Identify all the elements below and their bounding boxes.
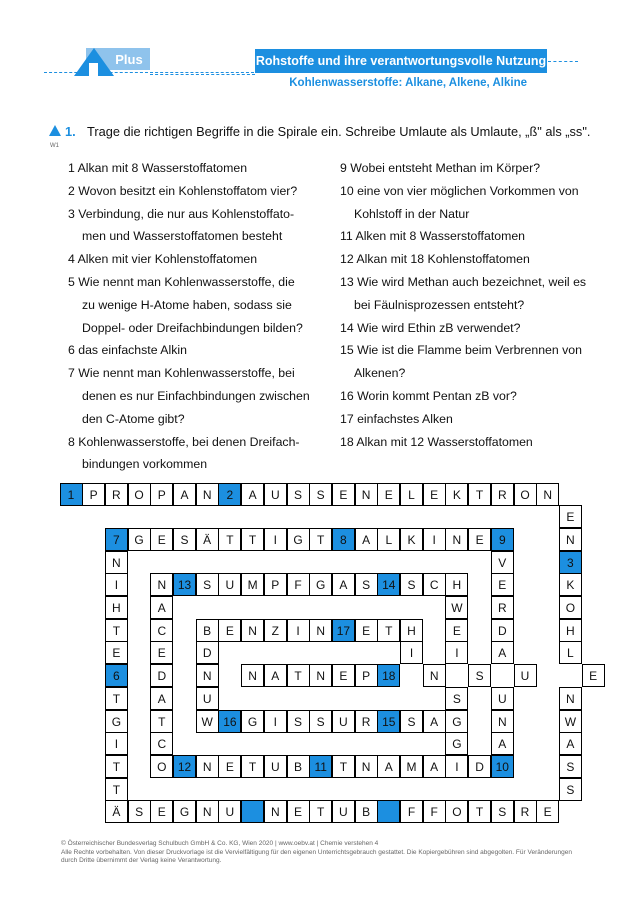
- letter-cell[interactable]: U: [264, 755, 287, 778]
- letter-cell[interactable]: G: [128, 528, 151, 551]
- letter-cell[interactable]: B: [287, 755, 310, 778]
- level-triangle-icon: [49, 125, 61, 136]
- letter-cell[interactable]: S: [128, 800, 151, 823]
- letter-cell[interactable]: S: [468, 664, 491, 687]
- letter-cell[interactable]: N: [559, 687, 582, 710]
- letter-cell[interactable]: N: [445, 528, 468, 551]
- task-instruction: Trage die richtigen Begriffe in die Spirale ein. Schreibe Umlaute als Umlaute, „ß" als „ss".: [87, 124, 591, 139]
- letter-cell[interactable]: T: [105, 619, 128, 642]
- letter-cell[interactable]: L: [559, 641, 582, 664]
- letter-cell[interactable]: T: [309, 528, 332, 551]
- letter-cell[interactable]: B: [355, 800, 378, 823]
- letter-cell[interactable]: I: [445, 755, 468, 778]
- letter-cell[interactable]: E: [287, 800, 310, 823]
- letter-cell[interactable]: S: [559, 755, 582, 778]
- clue-line: 9 Wobei entsteht Methan im Körper?: [340, 161, 541, 175]
- letter-cell[interactable]: S: [400, 573, 423, 596]
- clue-line: bindungen vorkommen: [82, 457, 208, 472]
- letter-cell[interactable]: W: [445, 596, 468, 619]
- footer-line-3: durch Dritte übernimmt der Verlag keine Verantwortung.: [61, 857, 222, 865]
- numbered-cell[interactable]: 14: [377, 573, 400, 596]
- letter-cell[interactable]: S: [309, 710, 332, 733]
- numbered-cell[interactable]: 6: [105, 664, 128, 687]
- letter-cell[interactable]: S: [309, 483, 332, 506]
- numbered-cell[interactable]: [241, 800, 264, 823]
- letter-cell[interactable]: T: [468, 483, 491, 506]
- letter-cell[interactable]: U: [218, 573, 241, 596]
- letter-cell[interactable]: M: [241, 573, 264, 596]
- letter-cell[interactable]: A: [559, 732, 582, 755]
- clue-line: 15 Wie ist die Flamme beim Verbrennen von: [340, 343, 582, 358]
- letter-cell[interactable]: R: [105, 483, 128, 506]
- clue-line: den C-Atome gibt?: [82, 411, 185, 426]
- letter-cell[interactable]: C: [150, 732, 173, 755]
- letter-cell[interactable]: N: [150, 573, 173, 596]
- letter-cell[interactable]: A: [355, 528, 378, 551]
- numbered-cell[interactable]: 13: [173, 573, 196, 596]
- letter-cell[interactable]: D: [150, 664, 173, 687]
- letter-cell[interactable]: N: [423, 664, 446, 687]
- letter-cell[interactable]: A: [264, 664, 287, 687]
- clue-line: Alkenen?: [354, 366, 406, 381]
- letter-cell[interactable]: G: [445, 710, 468, 733]
- letter-cell[interactable]: A: [423, 710, 446, 733]
- clue-line: bei Fäulnisprozessen entsteht?: [354, 297, 525, 312]
- letter-cell[interactable]: R: [514, 800, 537, 823]
- letter-cell[interactable]: N: [196, 800, 219, 823]
- letter-cell[interactable]: L: [400, 483, 423, 506]
- numbered-cell[interactable]: 16: [218, 710, 241, 733]
- letter-cell[interactable]: Z: [264, 619, 287, 642]
- footer-copyright: [61, 840, 581, 866]
- letter-cell[interactable]: G: [173, 800, 196, 823]
- letter-cell[interactable]: G: [309, 573, 332, 596]
- letter-cell[interactable]: N: [196, 755, 219, 778]
- letter-cell[interactable]: E: [491, 573, 514, 596]
- letter-cell[interactable]: N: [241, 664, 264, 687]
- letter-cell[interactable]: O: [445, 800, 468, 823]
- letter-cell[interactable]: T: [105, 687, 128, 710]
- letter-cell[interactable]: E: [218, 619, 241, 642]
- clue-line: 7 Wie nennt man Kohlenwasserstoffe, bei: [68, 366, 295, 381]
- numbered-cell[interactable]: 18: [377, 664, 400, 687]
- letter-cell[interactable]: S: [445, 687, 468, 710]
- letter-cell[interactable]: H: [400, 619, 423, 642]
- letter-cell[interactable]: G: [287, 528, 310, 551]
- letter-cell[interactable]: T: [287, 664, 310, 687]
- letter-cell[interactable]: A: [150, 687, 173, 710]
- clues-left-column: [68, 157, 310, 476]
- numbered-cell[interactable]: 7: [105, 528, 128, 551]
- clue-line: denen es nur Einfachbindungen zwischen: [82, 388, 310, 403]
- letter-cell[interactable]: E: [332, 483, 355, 506]
- clue-line: men und Wasserstoffatomen besteht: [82, 229, 283, 244]
- footer-line-2: Alle Rechte vorbehalten. Von dieser Druckvorlage ist die Vervielfältigung für den eigenen Unterrichtsgebrauch gestattet. Die Kopiergebühren sind abgegolten. Für Veränderungen: [61, 848, 572, 856]
- letter-cell[interactable]: N: [491, 710, 514, 733]
- letter-cell[interactable]: T: [241, 755, 264, 778]
- numbered-cell[interactable]: 12: [173, 755, 196, 778]
- numbered-cell[interactable]: 2: [218, 483, 241, 506]
- numbered-cell[interactable]: 17: [332, 619, 355, 642]
- letter-cell[interactable]: G: [105, 710, 128, 733]
- letter-cell[interactable]: A: [241, 483, 264, 506]
- letter-cell[interactable]: Ä: [105, 800, 128, 823]
- letter-cell[interactable]: L: [377, 528, 400, 551]
- letter-cell[interactable]: U: [491, 687, 514, 710]
- letter-cell[interactable]: U: [332, 800, 355, 823]
- letter-cell[interactable]: A: [150, 596, 173, 619]
- letter-cell[interactable]: T: [241, 528, 264, 551]
- letter-cell[interactable]: V: [491, 551, 514, 574]
- letter-cell[interactable]: A: [491, 732, 514, 755]
- letter-cell[interactable]: E: [377, 483, 400, 506]
- letter-cell[interactable]: A: [173, 483, 196, 506]
- letter-cell[interactable]: E: [332, 664, 355, 687]
- letter-cell[interactable]: I: [105, 732, 128, 755]
- letter-cell[interactable]: N: [355, 483, 378, 506]
- letter-cell[interactable]: H: [105, 596, 128, 619]
- letter-cell[interactable]: F: [400, 800, 423, 823]
- letter-cell[interactable]: D: [491, 619, 514, 642]
- letter-cell[interactable]: Ä: [196, 528, 219, 551]
- letter-cell[interactable]: O: [128, 483, 151, 506]
- clue-line: 11 Alken mit 8 Wasserstoffatomen: [340, 229, 525, 244]
- task-heading: [49, 124, 590, 139]
- clue-line: 12 Alkan mit 18 Kohlenstoffatomen: [340, 252, 530, 267]
- letter-cell[interactable]: T: [218, 528, 241, 551]
- clue-line: 13 Wie wird Methan auch bezeichnet, weil es: [340, 274, 587, 289]
- footer-line-1: © Österreichischer Bundesverlag Schulbuch GmbH & Co. KG, Wien 2020 | www.oebv.at | Chemie verstehen 4: [61, 840, 379, 847]
- letter-cell[interactable]: P: [355, 664, 378, 687]
- letter-cell[interactable]: G: [241, 710, 264, 733]
- page-subtitle: Kohlenwasserstoffe: Alkane, Alkene, Alkine: [289, 77, 527, 89]
- letter-cell[interactable]: I: [287, 619, 310, 642]
- letter-cell[interactable]: A: [423, 755, 446, 778]
- letter-cell[interactable]: I: [105, 573, 128, 596]
- letter-cell[interactable]: N: [309, 664, 332, 687]
- clues-right-column: [340, 157, 586, 453]
- letter-cell[interactable]: C: [423, 573, 446, 596]
- letter-cell[interactable]: U: [264, 483, 287, 506]
- clue-line: 3 Verbindung, die nur aus Kohlenstoffato-: [68, 206, 295, 221]
- letter-cell[interactable]: N: [196, 664, 219, 687]
- letter-cell[interactable]: E: [150, 641, 173, 664]
- letter-cell[interactable]: N: [309, 619, 332, 642]
- letter-cell[interactable]: A: [377, 755, 400, 778]
- letter-cell[interactable]: E: [468, 528, 491, 551]
- letter-cell[interactable]: I: [264, 710, 287, 733]
- letter-cell[interactable]: U: [514, 664, 537, 687]
- numbered-cell[interactable]: 11: [309, 755, 332, 778]
- numbered-cell[interactable]: 10: [491, 755, 514, 778]
- letter-cell[interactable]: T: [150, 710, 173, 733]
- letter-cell[interactable]: O: [559, 596, 582, 619]
- letter-cell[interactable]: T: [105, 778, 128, 801]
- numbered-cell[interactable]: [377, 800, 400, 823]
- letter-cell[interactable]: E: [423, 483, 446, 506]
- numbered-cell[interactable]: 8: [332, 528, 355, 551]
- letter-cell[interactable]: H: [445, 573, 468, 596]
- letter-cell[interactable]: U: [218, 800, 241, 823]
- letter-cell[interactable]: I: [264, 528, 287, 551]
- letter-cell[interactable]: E: [445, 619, 468, 642]
- clue-line: Doppel- oder Dreifachbindungen bilden?: [82, 320, 303, 335]
- letter-cell[interactable]: N: [105, 551, 128, 574]
- letter-cell[interactable]: S: [173, 528, 196, 551]
- clue-line: 5 Wie nennt man Kohlenwasserstoffe, die: [68, 274, 295, 289]
- letter-cell[interactable]: P: [264, 573, 287, 596]
- clue-line: Kohlstoff in der Natur: [354, 206, 470, 221]
- plus-logo: [72, 46, 152, 78]
- letter-cell[interactable]: S: [287, 483, 310, 506]
- letter-cell[interactable]: S: [355, 573, 378, 596]
- letter-cell[interactable]: B: [196, 619, 219, 642]
- letter-cell[interactable]: D: [468, 755, 491, 778]
- letter-cell[interactable]: E: [536, 800, 559, 823]
- clue-line: zu wenige H-Atome haben, sodass sie: [82, 297, 292, 312]
- letter-cell[interactable]: O: [150, 755, 173, 778]
- letter-cell[interactable]: S: [196, 573, 219, 596]
- letter-cell[interactable]: N: [536, 483, 559, 506]
- header-dash-under: [150, 74, 255, 75]
- clue-line: 6 das einfachste Alkin: [68, 343, 187, 358]
- numbered-cell[interactable]: 3: [559, 551, 582, 574]
- letter-cell[interactable]: E: [150, 800, 173, 823]
- clue-line: 14 Wie wird Ethin zB verwendet?: [340, 320, 521, 335]
- letter-cell[interactable]: E: [355, 619, 378, 642]
- letter-cell[interactable]: H: [559, 619, 582, 642]
- clue-line: 1 Alkan mit 8 Wasserstoffatomen: [68, 161, 248, 175]
- letter-cell[interactable]: O: [514, 483, 537, 506]
- letter-cell[interactable]: K: [559, 573, 582, 596]
- letter-cell[interactable]: M: [400, 755, 423, 778]
- letter-cell[interactable]: G: [445, 732, 468, 755]
- numbered-cell[interactable]: 1: [60, 483, 83, 506]
- page-banner-title: Rohstoffe und ihre verantwortungsvolle Nutzung: [255, 49, 547, 73]
- letter-cell[interactable]: E: [150, 528, 173, 551]
- letter-cell[interactable]: N: [559, 528, 582, 551]
- clue-line: 4 Alken mit vier Kohlenstoffatomen: [68, 252, 258, 267]
- letter-cell[interactable]: T: [105, 755, 128, 778]
- letter-cell[interactable]: P: [82, 483, 105, 506]
- letter-cell[interactable]: F: [287, 573, 310, 596]
- letter-cell[interactable]: S: [559, 778, 582, 801]
- letter-cell[interactable]: N: [241, 619, 264, 642]
- letter-cell[interactable]: E: [559, 505, 582, 528]
- letter-cell[interactable]: A: [491, 641, 514, 664]
- letter-cell[interactable]: N: [264, 800, 287, 823]
- task-level-label: W1: [50, 143, 59, 149]
- numbered-cell[interactable]: 15: [377, 710, 400, 733]
- numbered-cell[interactable]: 9: [491, 528, 514, 551]
- clue-line: 18 Alkan mit 12 Wasserstoffatomen: [340, 434, 533, 449]
- letter-cell[interactable]: W: [559, 710, 582, 733]
- letter-cell[interactable]: I: [400, 641, 423, 664]
- letter-cell[interactable]: E: [218, 755, 241, 778]
- letter-cell[interactable]: E: [582, 664, 605, 687]
- letter-cell[interactable]: D: [196, 641, 219, 664]
- logo-text: Plus: [115, 52, 143, 67]
- clue-line: 10 eine von vier möglichen Vorkommen von: [340, 183, 579, 198]
- letter-cell[interactable]: W: [196, 710, 219, 733]
- letter-cell[interactable]: S: [400, 710, 423, 733]
- clue-line: 2 Wovon besitzt ein Kohlenstoffatom vier?: [68, 183, 298, 198]
- letter-cell[interactable]: A: [332, 573, 355, 596]
- letter-cell[interactable]: T: [332, 755, 355, 778]
- letter-cell[interactable]: E: [105, 641, 128, 664]
- letter-cell[interactable]: S: [287, 710, 310, 733]
- letter-cell[interactable]: C: [150, 619, 173, 642]
- letter-cell[interactable]: S: [491, 800, 514, 823]
- header-dash-right: [548, 61, 578, 62]
- letter-cell[interactable]: I: [445, 641, 468, 664]
- letter-cell[interactable]: R: [355, 710, 378, 733]
- letter-cell[interactable]: U: [332, 710, 355, 733]
- letter-cell[interactable]: K: [445, 483, 468, 506]
- letter-cell[interactable]: R: [491, 483, 514, 506]
- letter-cell[interactable]: F: [423, 800, 446, 823]
- clue-line: 16 Worin kommt Pentan zB vor?: [340, 388, 517, 403]
- letter-cell[interactable]: P: [150, 483, 173, 506]
- letter-cell[interactable]: U: [196, 687, 219, 710]
- letter-cell[interactable]: N: [196, 483, 219, 506]
- clue-line: 8 Kohlenwasserstoffe, bei denen Dreifach-: [68, 434, 300, 449]
- letter-cell[interactable]: I: [423, 528, 446, 551]
- letter-cell[interactable]: N: [355, 755, 378, 778]
- task-number: 1.: [65, 124, 76, 139]
- letter-cell[interactable]: K: [400, 528, 423, 551]
- letter-cell[interactable]: T: [309, 800, 332, 823]
- clue-line: 17 einfachstes Alken: [340, 411, 453, 426]
- letter-cell[interactable]: R: [491, 596, 514, 619]
- letter-cell[interactable]: T: [468, 800, 491, 823]
- letter-cell[interactable]: T: [377, 619, 400, 642]
